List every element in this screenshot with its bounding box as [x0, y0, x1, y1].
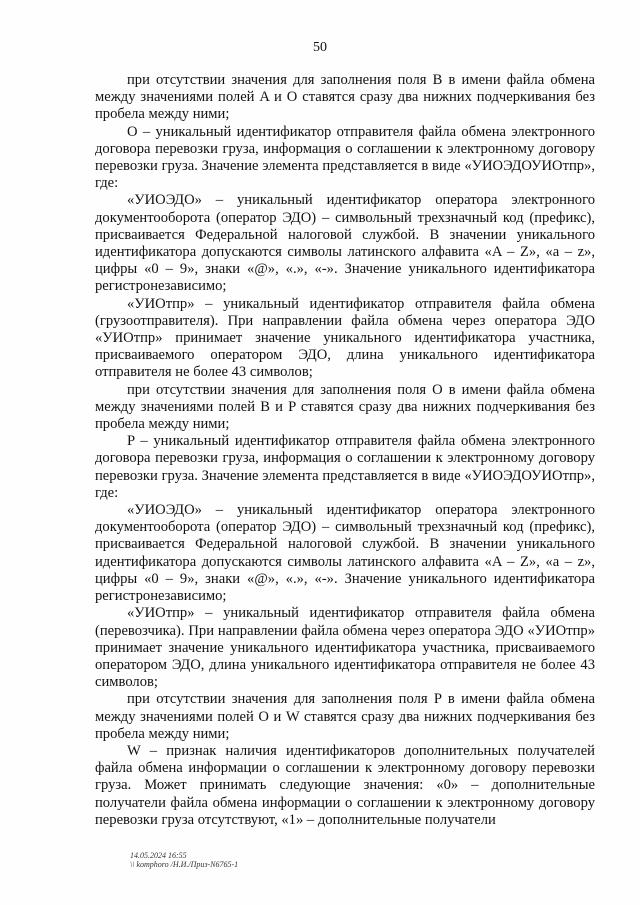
paragraph: «УИОЭДО» – уникальный идентификатор оператора электронного документооборота (оператор ЭДО) – символьный трехзначный код (префикс), присваивается Федеральной налоговой службой. В значении уникального идентификатора допускаются символы латинского алфавита «A – Z», «a – z», цифры «0 – 9», знаки «@», «.», «-». Значение уникального идентификатора регистронезависимо;: [95, 502, 595, 605]
paragraph: W – признак наличия идентификаторов дополнительных получателей файла обмена информации о соглашении к электронному договору перевозки груза. Может принимать следующие значения: «0» – дополнительные получатели файла обмена информации о соглашении к электронному договору перевозки груза отсутствуют, «1» – дополнительные получатели: [95, 742, 595, 828]
footer-file-path: \\ komphoro /Н.И./Приз-N6765-1: [130, 860, 239, 869]
document-footer: [130, 851, 238, 869]
paragraph: при отсутствии значения для заполнения поля P в имени файла обмена между значениями полей O и W ставятся сразу два нижних подчеркивания без пробела между ними;: [95, 691, 595, 742]
paragraph: «УИОтпр» – уникальный идентификатор отправителя файла обмена (грузоотправителя). При направлении файла обмена через оператора ЭДО «УИОтпр» принимает значение уникального идентификатора участника, присваиваемого оператором ЭДО, длина уникального идентификатора отправителя не более 43 символов;: [95, 295, 595, 381]
paragraph: O – уникальный идентификатор отправителя файла обмена электронного договора перевозки груза, информация о соглашении к электронному договору перевозки груза. Значение элемента представляется в виде «УИОЭДОУИОтпр», где:: [95, 123, 595, 192]
page-number: 50: [313, 40, 327, 55]
paragraph: «УИОтпр» – уникальный идентификатор отправителя файла обмена (перевозчика). При направлении файла обмена через оператора ЭДО «УИОтпр» принимает значение уникального идентификатора участника, присваиваемого оператором ЭДО, длина уникального идентификатора отправителя не более 43 символов;: [95, 605, 595, 691]
paragraph: «УИОЭДО» – уникальный идентификатор оператора электронного документооборота (оператор ЭДО) – символьный трехзначный код (префикс), присваивается Федеральной налоговой службой. В значении уникального идентификатора допускаются символы латинского алфавита «A – Z», «a – z», цифры «0 – 9», знаки «@», «.», «-». Значение уникального идентификатора регистронезависимо;: [95, 192, 595, 295]
paragraph: P – уникальный идентификатор отправителя файла обмена электронного договора перевозки груза, информация о соглашении к электронному договору перевозки груза. Значение элемента представляется в виде «УИОЭДОУИОтпр», где:: [95, 433, 595, 501]
document-body: [95, 72, 595, 829]
paragraph: при отсутствии значения для заполнения поля B в имени файла обмена между значениями полей A и O ставятся сразу два нижних подчеркивания без пробела между ними;: [95, 72, 595, 123]
paragraph: при отсутствии значения для заполнения поля O в имени файла обмена между значениями полей B и P ставятся сразу два нижних подчеркивания без пробела между ними;: [95, 381, 595, 433]
footer-timestamp: 14.05.2024 16:55: [130, 851, 187, 860]
